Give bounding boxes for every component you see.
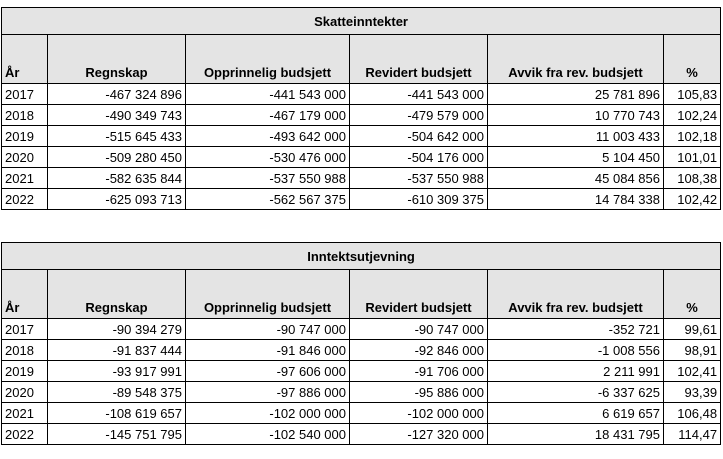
cell-avvik: 5 104 450 xyxy=(488,147,664,168)
cell-opprinnelig-budsjett: -102 540 000 xyxy=(186,424,350,445)
table-row xyxy=(2,105,721,126)
cell-year: 2018 xyxy=(2,340,48,361)
cell-opprinnelig-budsjett: -90 747 000 xyxy=(186,319,350,340)
cell-year: 2018 xyxy=(2,105,48,126)
cell-avvik: 45 084 856 xyxy=(488,168,664,189)
cell-revidert-budsjett: -610 309 375 xyxy=(350,189,488,210)
skatteinntekter-table xyxy=(1,7,721,210)
header-percent: % xyxy=(664,35,721,84)
cell-revidert-budsjett: -479 579 000 xyxy=(350,105,488,126)
cell-revidert-budsjett: -95 886 000 xyxy=(350,382,488,403)
header-opprinnelig-budsjett: Opprinnelig budsjett xyxy=(186,35,350,84)
cell-year: 2020 xyxy=(2,382,48,403)
header-year: År xyxy=(2,270,48,319)
table-row xyxy=(2,424,721,445)
column-header-row xyxy=(2,270,721,319)
cell-year: 2020 xyxy=(2,147,48,168)
cell-percent: 114,47 xyxy=(664,424,721,445)
cell-regnskap: -91 837 444 xyxy=(48,340,186,361)
table-row xyxy=(2,340,721,361)
cell-revidert-budsjett: -504 176 000 xyxy=(350,147,488,168)
cell-revidert-budsjett: -91 706 000 xyxy=(350,361,488,382)
cell-year: 2022 xyxy=(2,189,48,210)
cell-opprinnelig-budsjett: -91 846 000 xyxy=(186,340,350,361)
cell-opprinnelig-budsjett: -530 476 000 xyxy=(186,147,350,168)
cell-regnskap: -89 548 375 xyxy=(48,382,186,403)
cell-year: 2022 xyxy=(2,424,48,445)
table-body xyxy=(2,84,721,210)
table-row xyxy=(2,126,721,147)
table-body xyxy=(2,319,721,445)
header-opprinnelig-budsjett: Opprinnelig budsjett xyxy=(186,270,350,319)
cell-regnskap: -515 645 433 xyxy=(48,126,186,147)
cell-year: 2021 xyxy=(2,403,48,424)
cell-percent: 99,61 xyxy=(664,319,721,340)
cell-year: 2019 xyxy=(2,126,48,147)
cell-avvik: 11 003 433 xyxy=(488,126,664,147)
cell-opprinnelig-budsjett: -562 567 375 xyxy=(186,189,350,210)
header-year: År xyxy=(2,35,48,84)
cell-opprinnelig-budsjett: -97 606 000 xyxy=(186,361,350,382)
header-regnskap: Regnskap xyxy=(48,270,186,319)
cell-percent: 102,42 xyxy=(664,189,721,210)
cell-revidert-budsjett: -92 846 000 xyxy=(350,340,488,361)
table-row xyxy=(2,147,721,168)
cell-revidert-budsjett: -441 543 000 xyxy=(350,84,488,105)
table-row xyxy=(2,382,721,403)
table-row xyxy=(2,403,721,424)
cell-regnskap: -145 751 795 xyxy=(48,424,186,445)
table-row xyxy=(2,84,721,105)
cell-opprinnelig-budsjett: -493 642 000 xyxy=(186,126,350,147)
cell-regnskap: -490 349 743 xyxy=(48,105,186,126)
cell-opprinnelig-budsjett: -537 550 988 xyxy=(186,168,350,189)
cell-avvik: 2 211 991 xyxy=(488,361,664,382)
cell-regnskap: -625 093 713 xyxy=(48,189,186,210)
table-row xyxy=(2,168,721,189)
cell-avvik: -6 337 625 xyxy=(488,382,664,403)
cell-avvik: 6 619 657 xyxy=(488,403,664,424)
cell-percent: 102,41 xyxy=(664,361,721,382)
cell-revidert-budsjett: -102 000 000 xyxy=(350,403,488,424)
cell-percent: 108,38 xyxy=(664,168,721,189)
cell-percent: 105,83 xyxy=(664,84,721,105)
cell-avvik: 14 784 338 xyxy=(488,189,664,210)
table-row xyxy=(2,361,721,382)
cell-revidert-budsjett: -537 550 988 xyxy=(350,168,488,189)
cell-opprinnelig-budsjett: -97 886 000 xyxy=(186,382,350,403)
header-avvik: Avvik fra rev. budsjett xyxy=(488,270,664,319)
cell-revidert-budsjett: -504 642 000 xyxy=(350,126,488,147)
cell-regnskap: -108 619 657 xyxy=(48,403,186,424)
cell-opprinnelig-budsjett: -441 543 000 xyxy=(186,84,350,105)
cell-regnskap: -582 635 844 xyxy=(48,168,186,189)
table-row xyxy=(2,319,721,340)
cell-avvik: 25 781 896 xyxy=(488,84,664,105)
inntektsutjevning-table xyxy=(1,242,721,445)
column-header-row xyxy=(2,35,721,84)
table-row xyxy=(2,189,721,210)
cell-percent: 98,91 xyxy=(664,340,721,361)
cell-regnskap: -90 394 279 xyxy=(48,319,186,340)
cell-percent: 101,01 xyxy=(664,147,721,168)
cell-avvik: 18 431 795 xyxy=(488,424,664,445)
cell-percent: 106,48 xyxy=(664,403,721,424)
cell-avvik: -352 721 xyxy=(488,319,664,340)
cell-regnskap: -467 324 896 xyxy=(48,84,186,105)
cell-year: 2021 xyxy=(2,168,48,189)
table-title: Skatteinntekter xyxy=(2,8,721,35)
cell-revidert-budsjett: -90 747 000 xyxy=(350,319,488,340)
header-regnskap: Regnskap xyxy=(48,35,186,84)
cell-opprinnelig-budsjett: -102 000 000 xyxy=(186,403,350,424)
header-revidert-budsjett: Revidert budsjett xyxy=(350,35,488,84)
cell-avvik: 10 770 743 xyxy=(488,105,664,126)
cell-revidert-budsjett: -127 320 000 xyxy=(350,424,488,445)
table-title: Inntektsutjevning xyxy=(2,243,721,270)
header-revidert-budsjett: Revidert budsjett xyxy=(350,270,488,319)
cell-percent: 102,24 xyxy=(664,105,721,126)
header-avvik: Avvik fra rev. budsjett xyxy=(488,35,664,84)
cell-percent: 102,18 xyxy=(664,126,721,147)
cell-year: 2017 xyxy=(2,319,48,340)
cell-year: 2019 xyxy=(2,361,48,382)
header-percent: % xyxy=(664,270,721,319)
cell-regnskap: -93 917 991 xyxy=(48,361,186,382)
cell-regnskap: -509 280 450 xyxy=(48,147,186,168)
cell-year: 2017 xyxy=(2,84,48,105)
cell-percent: 93,39 xyxy=(664,382,721,403)
cell-avvik: -1 008 556 xyxy=(488,340,664,361)
cell-opprinnelig-budsjett: -467 179 000 xyxy=(186,105,350,126)
